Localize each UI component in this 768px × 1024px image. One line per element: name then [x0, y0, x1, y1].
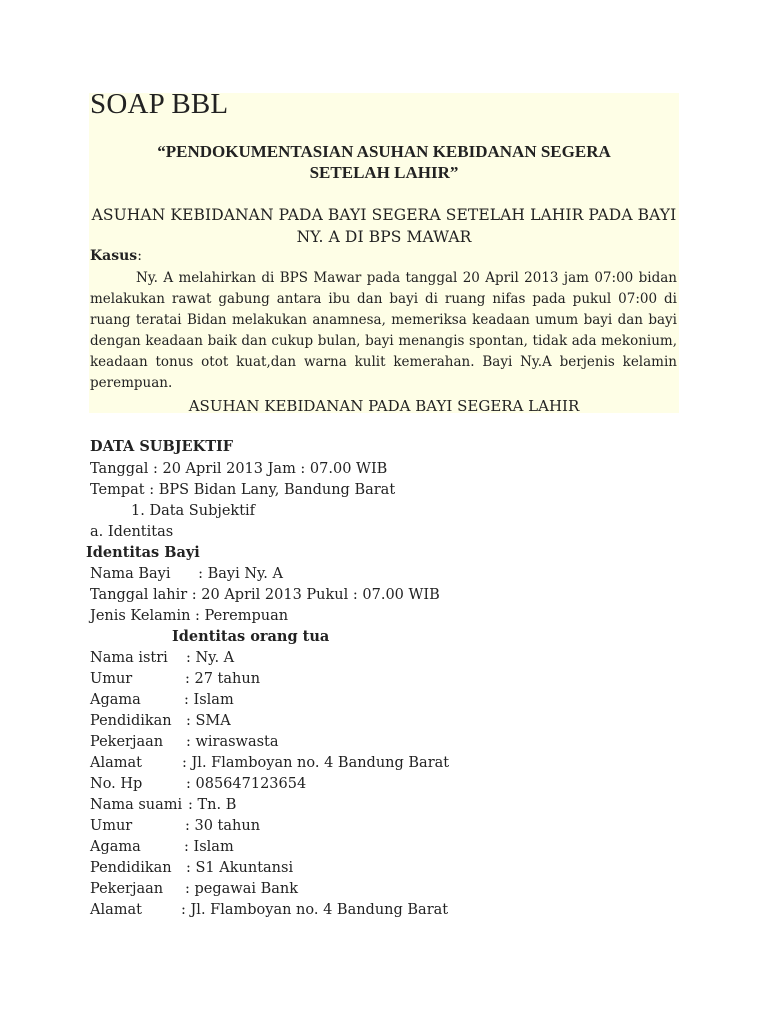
- ortu-row-label: Nama istri: [90, 650, 168, 666]
- main-heading-line-2: SETELAH LAHIR”: [309, 163, 459, 182]
- ortu-row-label: Pekerjaan: [90, 881, 164, 897]
- identitas-ortu-heading: Identitas orang tua: [172, 628, 330, 645]
- ortu-row-label: Umur: [90, 818, 133, 834]
- ortu-row-value: : Ny. A: [186, 650, 235, 666]
- ortu-row-value: : pegawai Bank: [185, 881, 299, 897]
- kasus-label: [90, 248, 142, 264]
- ortu-row-value: : Jl. Flamboyan no. 4 Bandung Barat: [181, 902, 449, 918]
- ortu-row-value: : 085647123654: [186, 776, 307, 792]
- ortu-row-label: Pendidikan: [90, 713, 172, 729]
- ortu-row-label: Alamat: [90, 755, 142, 771]
- tanggal-lahir-line: Tanggal lahir : 20 April 2013 Pukul : 07.00 WIB: [90, 587, 440, 603]
- ortu-row-label: Agama: [90, 839, 141, 855]
- data-subjektif-heading: DATA SUBJEKTIF: [90, 438, 234, 455]
- data-subjektif-list-item: 1. Data Subjektif: [131, 503, 256, 519]
- sub-heading-line-1: ASUHAN KEBIDANAN PADA BAYI SEGERA SETELAH LAHIR PADA BAYI: [91, 206, 677, 224]
- ortu-row-value: : wiraswasta: [186, 734, 279, 750]
- document-title: SOAP BBL: [90, 88, 229, 120]
- ortu-row-value: : S1 Akuntansi: [186, 860, 294, 876]
- sub-heading: [89, 204, 679, 248]
- ortu-row-value: : 27 tahun: [185, 671, 261, 687]
- tempat-line: Tempat : BPS Bidan Lany, Bandung Barat: [90, 482, 396, 498]
- ortu-row-value: : SMA: [186, 713, 231, 729]
- nama-bayi-line: Nama Bayi : Bayi Ny. A: [90, 566, 283, 582]
- ortu-row-label: Umur: [90, 671, 133, 687]
- ortu-row-label: Nama suami: [90, 797, 183, 813]
- main-heading: [89, 141, 679, 183]
- jenis-kelamin-line: Jenis Kelamin : Perempuan: [90, 608, 289, 624]
- ortu-row-label: Agama: [90, 692, 141, 708]
- ortu-row-label: Pekerjaan: [90, 734, 164, 750]
- ortu-row-value: : Islam: [184, 839, 234, 855]
- ortu-row-value: : Islam: [184, 692, 234, 708]
- kasus-label-text: Kasus: [90, 248, 138, 264]
- kasus-paragraph: Ny. A melahirkan di BPS Mawar pada tanggal 20 April 2013 jam 07:00 bidan melakukan rawat gabung antara ibu dan bayi di ruang nifas pada pukul 07:00 di ruang teratai Bidan melakukan anamnesa, memeriksa keadaan umum bayi dan bayi dengan keadaan baik dan cukup bulan, bayi menangis spontan, tidak ada mekonium, keadaan tonus otot kuat,dan warna kulit kemerahan. Bayi Ny.A berjenis kelamin perempuan.: [90, 270, 677, 391]
- ortu-row-label: No. Hp: [90, 776, 143, 792]
- ortu-row-value: : Jl. Flamboyan no. 4 Bandung Barat: [182, 755, 450, 771]
- kasus-colon: :: [137, 248, 142, 264]
- identitas-line: a. Identitas: [90, 524, 174, 540]
- ortu-row-value: : 30 tahun: [185, 818, 261, 834]
- ortu-row-label: Alamat: [90, 902, 142, 918]
- sub-heading-line-2: NY. A DI BPS MAWAR: [296, 228, 472, 246]
- section-heading: ASUHAN KEBIDANAN PADA BAYI SEGERA LAHIR: [188, 397, 580, 415]
- main-heading-line-1: “PENDOKUMENTASIAN ASUHAN KEBIDANAN SEGERA: [157, 142, 611, 161]
- ortu-row-label: Pendidikan: [90, 860, 172, 876]
- ortu-row-value: : Tn. B: [188, 797, 237, 813]
- identitas-bayi-heading: Identitas Bayi: [86, 544, 200, 561]
- tanggal-line: Tanggal : 20 April 2013 Jam : 07.00 WIB: [90, 461, 388, 477]
